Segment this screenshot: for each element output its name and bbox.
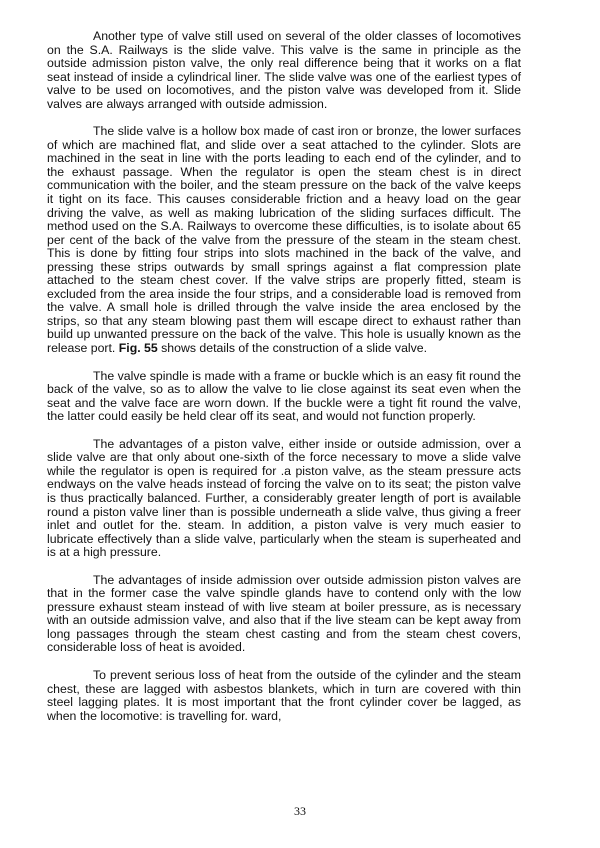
page-number: 33 bbox=[294, 804, 306, 818]
paragraph-slide-valve-intro: Another type of valve still used on several of the older classes of locomotives on the S.A. Railways is the slide valve. This valve is the same in principle as the outside admission piston valve, the only real difference being that it works on a flat seat instead of inside a cylindrical liner. The slide valve was one of the earliest types of valve to be used on locomotives, and the piston valve was developed from it. Slide valves are always arranged with outside admission. bbox=[47, 29, 521, 111]
paragraph-piston-valve-advantages: The advantages of a piston valve, either inside or outside admission, over a slide valve are that only about one-sixth of the force necessary to move a slide valve while the regulator is open is required for .a piston valve, as the steam pressure acts endways on the valve heads instead of forcing the valve on to its seat; the piston valve is thus practically balanced. Further, a considerably greater length of port is available round a piston valve liner than is possible underneath a slide valve, thus giving a freer inlet and outlet for the. steam. In addition, a piston valve is very much easier to lubricate effectively than a slide valve, particularly when the steam is superheated and is at a high pressure. bbox=[47, 436, 521, 560]
paragraph-text: The slide valve is a hollow box made of cast iron or bronze, the lower surfaces of which are machined flat, and slide over a seat attached to the cylinder. Slots are machined in the seat in line with the ports leading to each end of the cylinder, and to the exhaust passage. When the regulator is open the steam chest is in direct communication with the boiler, and the steam pressure on the back of the valve keeps it tight on its face. This causes considerable friction and a heavy load on the gear driving the valve, as well as making lubrication of the sliding surfaces difficult. The method used on the S.A. Railways to overcome these difficulties, is to isolate about 65 per cent of the back of the valve from the pressure of the steam in the steam chest. This is done by fitting four strips into slots machined in the back of the valve, and pressing these strips outwards by small springs against a flat compression plate attached to the steam chest cover. If the valve strips are properly fitted, steam is excluded from the area inside the four strips, and a considerable load is removed from the valve. A small hole is drilled through the valve inside the area enclosed by the strips, so that any steam blowing past them will escape direct to exhaust rather than build up unwanted pressure on the back of the valve. This hole is usually known as the release port. bbox=[47, 124, 521, 356]
document-body bbox=[47, 30, 521, 737]
paragraph-valve-spindle: The valve spindle is made with a frame or buckle which is an easy fit round the back of the valve, so as to allow the valve to lie close against its seat even when the seat and the valve face are worn down. If the buckle were a tight fit round the valve, the latter could easily be held clear off its seat, and would not function properly. bbox=[47, 368, 521, 424]
paragraph-inside-admission-advantages: The advantages of inside admission over outside admission piston valves are that in the former case the valve spindle glands have to contend only with the low pressure exhaust steam instead of with live steam at boiler pressure, as is necessary with an outside admission valve, and also that if the live steam can be kept away from long passages through the steam chest casting and from the steam chest covers, considerable loss of heat is avoided. bbox=[47, 572, 521, 655]
paragraph-heat-loss-lagging: To prevent serious loss of heat from the outside of the cylinder and the steam chest, these are lagged with asbestos blankets, which in turn are covered with thin steel lagging plates. It is most important that the front cylinder cover be lagged, as when the locomotive: is travelling for. ward, bbox=[47, 667, 521, 723]
paragraph-text-continued: shows details of the construction of a slide valve. bbox=[161, 341, 428, 356]
figure-reference: Fig. 55 bbox=[118, 341, 158, 356]
paragraph-slide-valve-construction bbox=[47, 125, 521, 355]
